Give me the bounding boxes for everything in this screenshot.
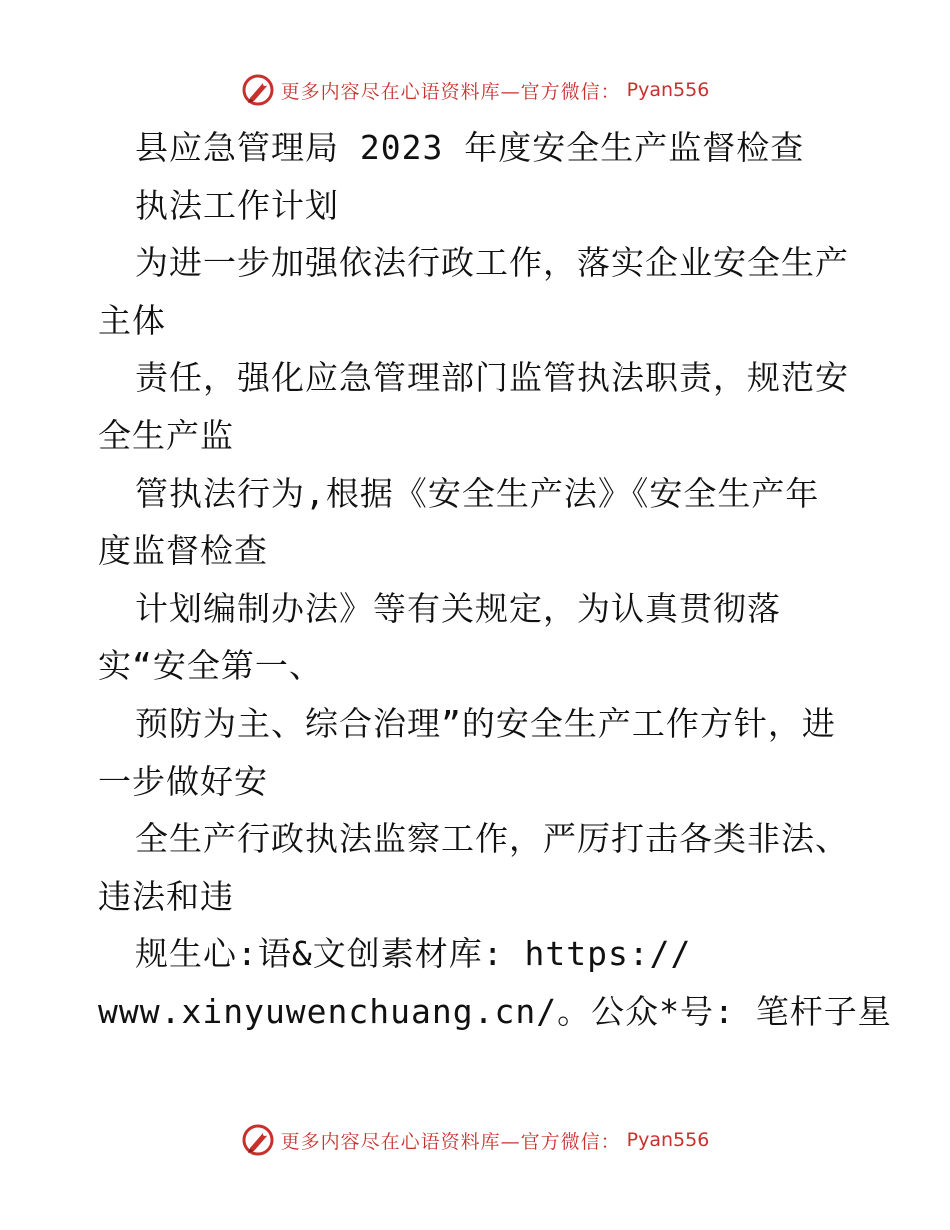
document-line: 管执法行为,根据《安全生产法》《安全生产年: [135, 473, 820, 513]
document-line: 违法和违: [98, 876, 234, 916]
document-line: 规生心:语&文创素材库: https://: [135, 934, 692, 974]
document-line: 为进一步加强依法行政工作，落实企业安全生产: [135, 243, 849, 283]
document-line: 责任，强化应急管理部门监管执法职责，规范安: [135, 358, 849, 398]
document-line: 全生产行政执法监察工作，严厉打击各类非法、: [135, 819, 849, 859]
document-line: www.xinyuwenchuang.cn/。公众*号: 笔杆子星: [98, 992, 892, 1031]
banner-handle: Pyan556: [626, 79, 710, 101]
document-line: 一步做好安: [98, 761, 268, 801]
document-line: 县应急管理局 2023 年度安全生产监督检查: [135, 128, 805, 167]
document-line: 实“安全第一、: [98, 646, 323, 686]
banner-text: 更多内容尽在心语资料库—官方微信：: [280, 80, 621, 103]
banner-handle: Pyan556: [626, 1129, 710, 1151]
pen-logo-icon: [241, 1123, 275, 1157]
document-line: 度监督检查: [98, 531, 268, 571]
document-line: 计划编制办法》等有关规定，为认真贯彻落: [135, 588, 781, 628]
document-line: 全生产监: [98, 416, 234, 455]
pen-logo-icon: [241, 73, 275, 107]
banner-text: 更多内容尽在心语资料库—官方微信：: [280, 1130, 621, 1153]
document-line: 预防为主、综合治理”的安全生产工作方针，进: [135, 704, 836, 743]
document-line: 执法工作计划: [135, 185, 339, 225]
header-banner: [0, 70, 950, 110]
document-line: 主体: [98, 300, 166, 340]
footer-banner: [0, 1120, 950, 1160]
